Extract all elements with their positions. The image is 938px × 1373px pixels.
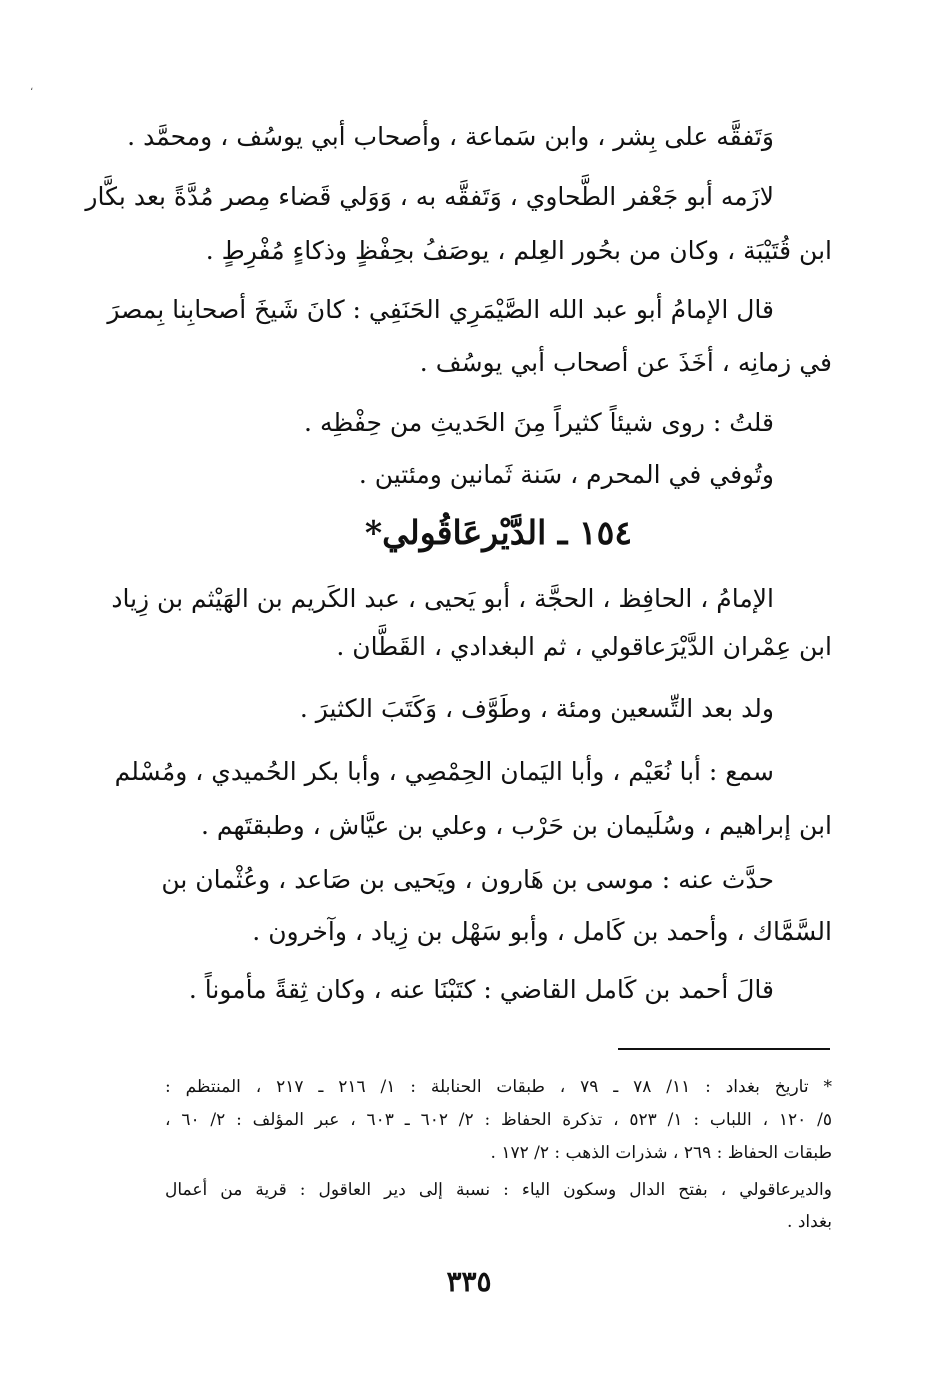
- paragraph-line: ابن قُتَيْبَة ، وكان من بحُور العِلم ، يوصَفُ بحِفْظٍ وذكاءٍ مُفْرِطٍ .: [205, 236, 832, 265]
- paragraph-line: السَّمَّاك ، وأحمد بن كَامل ، وأبو سَهْل بن زِياد ، وآخرون .: [252, 917, 832, 946]
- page-number: ٣٣٥: [446, 1265, 492, 1298]
- paragraph-line: ابن عِمْران الدَّيْرَعاقولي ، ثم البغدادي ، القَطَّان .: [336, 632, 832, 661]
- paragraph-line: ولد بعد التِّسعين ومئة ، وطَوَّف ، وَكَتَبَ الكثيرَ .: [299, 694, 774, 723]
- paragraph-line: لازَمه أبو جَعْفر الطَّحاوي ، وَتَفقَّه به ، وَوَلي قَضاء مِصر مُدَّةً بعد بكَّار: [85, 182, 774, 211]
- footnote-line: بغداد .: [787, 1212, 832, 1232]
- paragraph-line: قلتُ : روى شيئاً كثيراً مِنَ الحَديثِ من حِفْظِه .: [304, 408, 774, 437]
- paragraph-line: قالَ أحمد بن كَامل القاضي : كتَبْنَا عنه ، وكان ثِقةً مأموناً .: [188, 975, 774, 1004]
- footnote-divider: [618, 1048, 830, 1050]
- paragraph-line: قال الإمامُ أبو عبد الله الصَّيْمَرِي الحَنَفِي : كانَ شَيخَ أصحابِنا بِمصرَ: [107, 295, 774, 324]
- margin-mark: ،: [30, 82, 34, 93]
- paragraph-line: في زمانِه ، أخَذَ عن أصحاب أبي يوسُف .: [419, 348, 832, 377]
- footnote-line: طبقات الحفاظ : ٢٦٩ ، شذرات الذهب : ٢/ ١٧٢ .: [490, 1143, 832, 1163]
- paragraph-line: حدَّث عنه : موسى بن هَارون ، ويَحيى بن صَاعد ، وعُثْمان بن: [161, 865, 774, 894]
- paragraph-line: وتُوفي في المحرم ، سَنة ثَمانين ومئتين .: [358, 460, 774, 489]
- paragraph-line: وَتَفقَّه على بِشر ، وابن سَماعة ، وأصحاب أبي يوسُف ، ومحمَّد .: [127, 122, 774, 151]
- footnote-line: والديرعاقولي ، بفتح الدال وسكون الياء : نسبة إلى دير العاقول : قرية من أعمال: [165, 1180, 832, 1200]
- paragraph-line: ابن إبراهيم ، وسُلَيمان بن حَرْب ، وعلي بن عيَّاش ، وطبقتَهم .: [200, 811, 832, 840]
- entry-heading: ١٥٤ ـ الدَّيْرعَاقُولي*: [364, 513, 633, 552]
- footnote-line: ٥/ ١٢٠ ، اللباب : ١/ ٥٢٣ ، تذكرة الحفاظ : ٢/ ٦٠٢ ـ ٦٠٣ ، عبر المؤلف : ٢/ ٦٠ ،: [165, 1110, 832, 1130]
- paragraph-line: الإمامُ ، الحافِظ ، الحجَّة ، أبو يَحيى ، عبد الكَريم بن الهَيْثم بن زِياد: [111, 584, 774, 613]
- footnote-line: * تاريخ بغداد : ١١/ ٧٨ ـ ٧٩ ، طبقات الحنابلة : ١/ ٢١٦ ـ ٢١٧ ، المنتظم :: [165, 1077, 832, 1097]
- paragraph-line: سمع : أبا نُعَيْم ، وأبا اليَمان الحِمْصِي ، وأبا بكر الحُميدي ، ومُسْلم: [114, 757, 774, 786]
